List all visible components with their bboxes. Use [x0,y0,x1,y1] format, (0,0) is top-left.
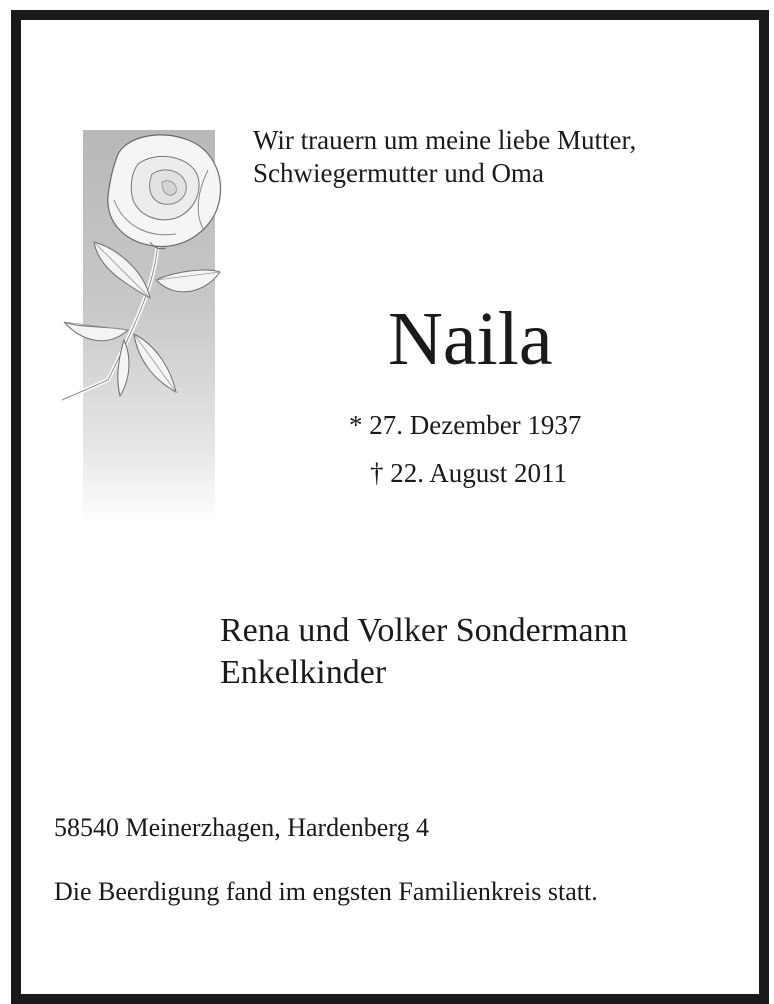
mourners-line-1: Rena und Volker Sondermann [220,612,628,649]
birth-date: * 27. Dezember 1937 [349,410,582,440]
intro-line-1: Wir trauern um meine liebe Mutter, [253,125,637,155]
rose-icon [58,130,228,410]
death-date: † 22. August 2011 [370,458,568,488]
mourners-line-2: Enkelkinder [220,654,387,691]
deceased-name: Naila [388,297,553,381]
intro-line-2: Schwiegermutter und Oma [253,158,544,188]
address: 58540 Meinerzhagen, Hardenberg 4 [54,813,429,842]
mourners-block [220,610,628,694]
intro-text [253,124,636,190]
funeral-note: Die Beerdigung fand im engsten Familienkreis statt. [54,877,598,906]
